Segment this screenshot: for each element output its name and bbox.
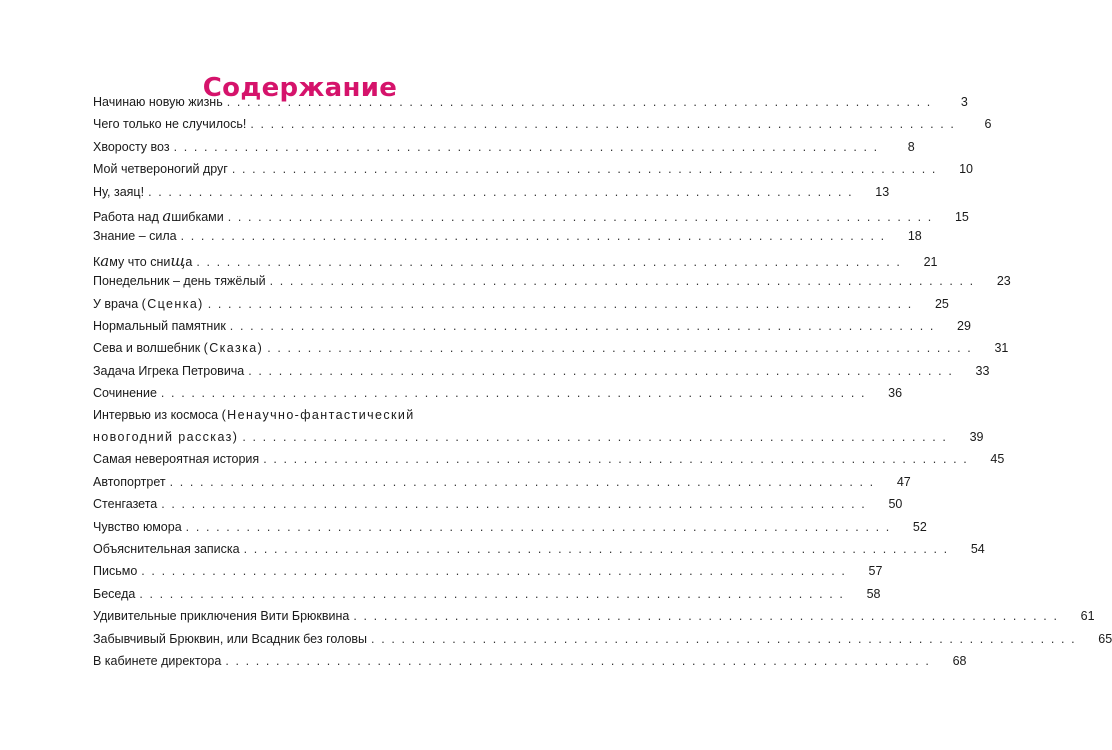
toc-entry-title: У врача (Сценка) bbox=[93, 296, 204, 311]
toc-entry-page: 29 bbox=[957, 318, 971, 333]
toc-entry[interactable] bbox=[93, 318, 971, 341]
toc-entry-title: Нормальный памятник bbox=[93, 318, 226, 333]
toc-entry-title: Задача Игрека Петровича bbox=[93, 363, 245, 378]
dot-leader bbox=[148, 185, 853, 199]
toc-entry-page: 13 bbox=[875, 184, 890, 199]
dot-leader bbox=[230, 319, 935, 333]
toc-entry-page: 25 bbox=[934, 296, 949, 311]
toc-entry[interactable] bbox=[93, 274, 1011, 296]
dot-leader bbox=[270, 274, 975, 288]
toc-entry[interactable] bbox=[93, 474, 911, 497]
toc-entry-page: 58 bbox=[866, 586, 881, 601]
toc-entry-page: 47 bbox=[896, 474, 911, 489]
genre-note: (Сказка) bbox=[203, 341, 264, 356]
dot-leader bbox=[242, 430, 947, 444]
toc-entry-title: Ну, заяц! bbox=[93, 184, 145, 199]
dot-leader bbox=[248, 364, 953, 378]
toc-entry-title: Знание – сила bbox=[93, 229, 177, 244]
toc-entry[interactable] bbox=[93, 408, 984, 452]
dot-leader bbox=[181, 229, 886, 243]
genre-note: новогодний рассказ) bbox=[93, 430, 239, 445]
toc-entry-title: Автопортрет bbox=[93, 474, 166, 489]
genre-note: (Сценка) bbox=[141, 296, 204, 311]
toc-entry-page: 50 bbox=[888, 497, 903, 512]
dot-leader bbox=[225, 654, 930, 668]
toc-entry[interactable] bbox=[93, 631, 1112, 654]
dot-leader bbox=[227, 95, 932, 109]
toc-entry[interactable] bbox=[93, 542, 985, 564]
toc-entry[interactable] bbox=[93, 609, 1095, 631]
toc-entry-page: 61 bbox=[1080, 609, 1095, 624]
toc-entry[interactable] bbox=[93, 229, 922, 251]
dot-leader bbox=[244, 542, 949, 556]
toc-entry-page: 68 bbox=[952, 653, 967, 668]
dot-leader bbox=[232, 162, 937, 176]
toc-entry[interactable] bbox=[93, 586, 881, 609]
dot-leader bbox=[371, 632, 1076, 646]
toc-entry-title: Работа над ашибками bbox=[93, 206, 224, 225]
toc-entry-title: Самая невероятная история bbox=[93, 452, 260, 467]
toc-entry-page: 57 bbox=[868, 564, 883, 579]
toc-entry-title: Мой четвероногий друг bbox=[93, 162, 228, 177]
toc-entry[interactable] bbox=[93, 341, 1009, 363]
toc-entry-title: Забывчивый Брюквин, или Всадник без головы bbox=[93, 631, 368, 646]
toc-entry[interactable] bbox=[93, 162, 973, 184]
toc-entry[interactable] bbox=[93, 519, 927, 542]
toc-entry-title: Понедельник – день тяжёлый bbox=[93, 274, 266, 289]
page-title: Содержание bbox=[202, 73, 398, 104]
toc-entry-title: Начинаю новую жизнь bbox=[93, 95, 223, 109]
toc-entry-page: 54 bbox=[970, 542, 985, 557]
toc-entry[interactable] bbox=[93, 653, 967, 676]
toc-entry[interactable] bbox=[93, 206, 969, 229]
toc-entry-page: 33 bbox=[975, 363, 990, 378]
dot-leader bbox=[174, 140, 879, 154]
dot-leader bbox=[353, 609, 1058, 623]
dot-leader bbox=[250, 117, 955, 131]
dot-leader bbox=[208, 297, 913, 311]
toc-entry[interactable] bbox=[93, 184, 890, 207]
dot-leader bbox=[228, 210, 933, 224]
toc-entry-page: 31 bbox=[994, 341, 1009, 356]
toc-entry-page: 18 bbox=[907, 229, 922, 244]
toc-entry[interactable] bbox=[93, 139, 915, 162]
toc-entry[interactable] bbox=[93, 564, 883, 586]
toc-entry-title: Интервью из космоса (Ненаучно-фантастический новогодний рассказ) . . . 39 bbox=[93, 408, 984, 444]
toc-entry-page: 23 bbox=[996, 274, 1011, 289]
toc-entry-title: В кабинете директора bbox=[93, 653, 222, 668]
toc-entry-title: Беседа bbox=[93, 586, 136, 601]
toc-entry-title: Хворосту воз bbox=[93, 139, 170, 154]
toc-entry-page: 36 bbox=[888, 386, 903, 401]
handwritten-letter: а bbox=[100, 251, 110, 270]
toc-entry-page: 6 bbox=[984, 117, 992, 132]
toc-entry[interactable] bbox=[93, 386, 903, 408]
handwritten-letter: а bbox=[162, 206, 172, 225]
dot-leader bbox=[141, 564, 846, 578]
toc-entry-title: Объяснительная записка bbox=[93, 542, 240, 557]
toc-entry[interactable] bbox=[93, 95, 968, 117]
toc-entry[interactable] bbox=[93, 251, 938, 274]
toc-entry-title: Сочинение bbox=[93, 386, 157, 401]
dot-leader bbox=[263, 452, 968, 466]
toc-entry-title: Чего только не случилось! bbox=[93, 117, 247, 132]
toc-entry-title: Сева и волшебник (Сказка) bbox=[93, 341, 264, 356]
toc-entry-page: 10 bbox=[959, 162, 973, 177]
genre-note: (Ненаучно-фантастический bbox=[221, 408, 415, 423]
dot-leader bbox=[161, 497, 866, 511]
dot-leader bbox=[161, 386, 866, 400]
toc-entry-title: Стенгазета bbox=[93, 497, 158, 512]
dot-leader bbox=[139, 587, 844, 601]
toc-entry-title: Удивительные приключения Вити Брюквина bbox=[93, 609, 350, 624]
toc-entry-page: 39 bbox=[969, 430, 984, 445]
toc-entry[interactable] bbox=[93, 117, 992, 139]
toc-entry-title: Чувство юмора bbox=[93, 519, 182, 534]
toc-entry-page: 8 bbox=[907, 139, 915, 154]
toc-entry-page: 65 bbox=[1098, 631, 1112, 646]
toc-entry[interactable] bbox=[93, 497, 903, 519]
dot-leader bbox=[196, 255, 901, 269]
toc-entry-page: 15 bbox=[954, 209, 969, 224]
toc-entry-title: Письмо bbox=[93, 564, 138, 579]
toc-entry-page: 3 bbox=[960, 95, 968, 109]
toc-list bbox=[93, 95, 1112, 676]
toc-entry-title: Каму что снища bbox=[93, 251, 193, 270]
toc-entry-page: 52 bbox=[912, 519, 927, 534]
toc-entry-page: 45 bbox=[990, 452, 1005, 467]
toc-entry[interactable] bbox=[93, 363, 990, 386]
toc-entry[interactable] bbox=[93, 296, 949, 319]
toc-entry[interactable] bbox=[93, 452, 1005, 474]
dot-leader bbox=[267, 341, 972, 355]
handwritten-letter: щ bbox=[170, 251, 186, 270]
toc-entry-page: 21 bbox=[923, 254, 938, 269]
dot-leader bbox=[170, 475, 875, 489]
dot-leader bbox=[186, 520, 891, 534]
